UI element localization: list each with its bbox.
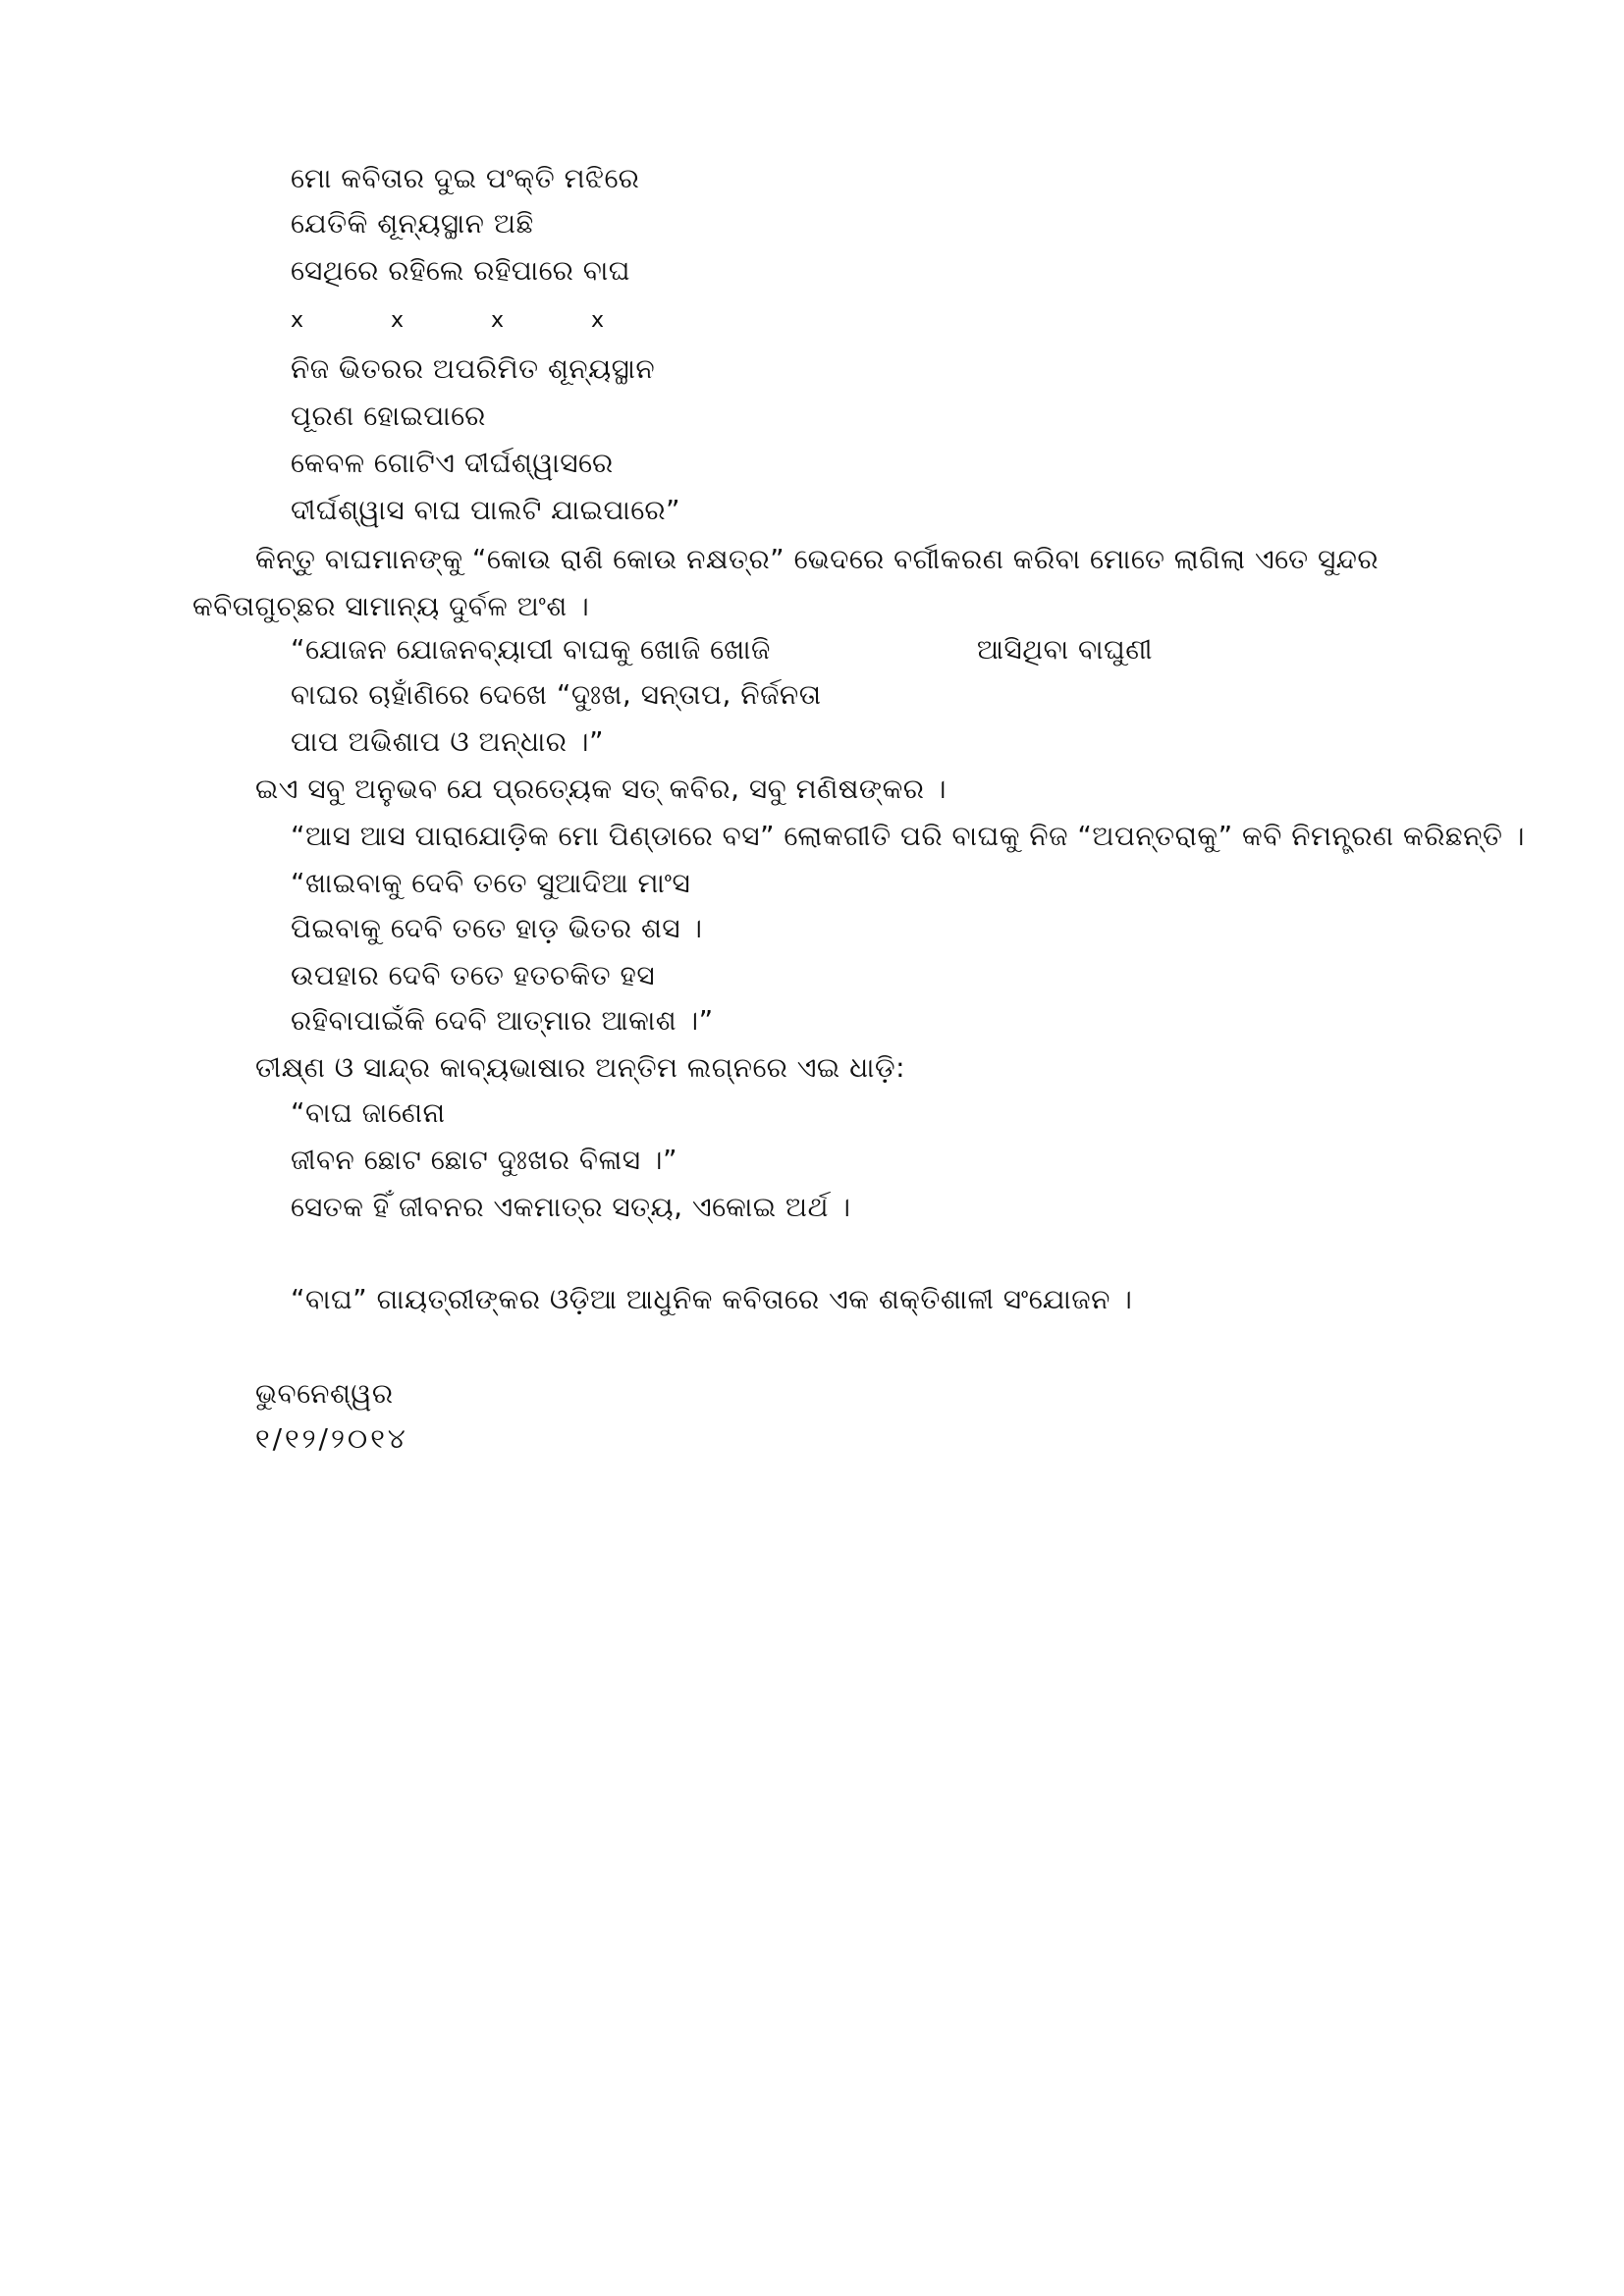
- poem-line: ଉପହାର ଦେବି ତତେ ହତଚକିତ ହସ: [291, 959, 656, 991]
- poem-line: “ବାଘ ଜାଣେନା: [291, 1096, 446, 1129]
- paragraph: ଇଏ ସବୁ ଅନୁଭବ ଯେ ପ୍ରତ୍ୟେକ ସତ୍ କବିର, ସବୁ ମଣିଷଙ୍କର ।: [255, 773, 947, 805]
- poem-line: ସେଥିରେ ରହିଲେ ରହିପାରେ ବାଘ: [291, 254, 630, 287]
- poem-line: ଦୀର୍ଘଶ୍ୱାସ ବାଘ ପାଲଟି ଯାଇପାରେ”: [291, 494, 681, 526]
- poem-line: ମୋ କବିତାର ଦୁଇ ପଂକ୍ତି ମଝିରେ: [291, 162, 640, 194]
- place: ଭୁବନେଶ୍ୱର: [255, 1377, 394, 1410]
- x-mark: x: [391, 308, 405, 333]
- poem-line: “ଖାଇବାକୁ ଦେବି ତତେ ସୁଆଦିଆ ମାଂସ: [291, 867, 691, 899]
- poem-line: ପାପ ଅଭିଶାପ ଓ ଅନ୍ଧାର ।”: [291, 725, 605, 758]
- x-mark: x: [291, 308, 304, 333]
- x-mark: x: [491, 308, 505, 333]
- poem-line: ସେତକ ହିଁ ଜୀବନର ଏକମାତ୍ର ସତ୍ୟ, ଏକୋଇ ଅର୍ଥ ।: [291, 1191, 851, 1223]
- poem-line: [291, 630, 1153, 669]
- poem-line-part: “ଯୋଜନ ଯୋଜନବ୍ୟାପୀ ବାଘକୁ ଖୋଜି ଖୋଜି: [291, 633, 771, 666]
- date: ୧/୧୨/୨୦୧୪: [255, 1422, 408, 1455]
- poem-line: ବାଘର ଚାହାଁଣିରେ ଦେଖେ “ଦୁଃଖ, ସନ୍ତାପ, ନିର୍ଜନତା: [291, 678, 822, 711]
- poem-line: ଜୀବନ ଛୋଟ ଛୋଟ ଦୁଃଖର ବିଳାସ ।”: [291, 1144, 678, 1176]
- section-separator: [291, 306, 691, 336]
- poem-line: ଯେତିକି ଶୂନ୍ୟସ୍ଥାନ ଅଛି: [291, 207, 534, 240]
- paragraph: କିନ୍ତୁ ବାଘମାନଙ୍କୁ “କୋଉ ରାଶି କୋଉ ନକ୍ଷତ୍ର” ଭେଦରେ ବର୍ଗୀକରଣ କରିବା ମୋତେ ଲାଗିଲା ଏତେ ସୁନ୍ଦର କବିତାଗୁଚ୍ଛର ସାମାନ୍ୟ ଦୁର୍ବଳ ଅଂଶ ।: [192, 543, 1380, 622]
- poem-line: ନିଜ ଭିତରର ଅପରିମିତ ଶୂନ୍ୟସ୍ଥାନ: [291, 352, 656, 385]
- poem-line-part: ଆସିଥିବା ବାଘୁଣୀ: [976, 633, 1154, 666]
- x-mark: x: [591, 308, 605, 333]
- poem-line: ରହିବାପାଇଁକି ଦେବି ଆତ୍ମାର ଆକାଶ ।”: [291, 1004, 714, 1037]
- conclusion: “ବାଘ” ଗାୟତ୍ରୀଙ୍କର ଓଡ଼ିଆ ଆଧୁନିକ କବିତାରେ ଏକ ଶକ୍ତିଶାଳୀ ସଂଯୋଜନ ।: [291, 1283, 1133, 1315]
- poem-line: ପିଇବାକୁ ଦେବି ତତେ ହାଡ଼ ଭିତର ଶସ ।: [291, 912, 703, 944]
- poem-line: ପୂରଣ ହୋଇପାରେ: [291, 400, 486, 432]
- paragraph: ତୀକ୍ଷ୍ଣ ଓ ସାନ୍ଦ୍ର କାବ୍ୟଭାଷାର ଅନ୍ତିମ ଲଗ୍ନରେ ଏଇ ଧାଡ଼ି:: [255, 1051, 906, 1084]
- poem-line: କେବଳ ଗୋଟିଏ ଦୀର୍ଘଶ୍ୱାସରେ: [291, 447, 614, 479]
- paragraph: “ଆସ ଆସ ପାରାଯୋଡ଼ିକ ମୋ ପିଣ୍ଡାରେ ବସ” ଲୋକଗୀତି ପରି ବାଘକୁ ନିଜ “ଅପନ୍ତରାକୁ” କବି ନିମନ୍ତ୍ରଣ କରିଛନ୍ତି ।: [291, 820, 1525, 852]
